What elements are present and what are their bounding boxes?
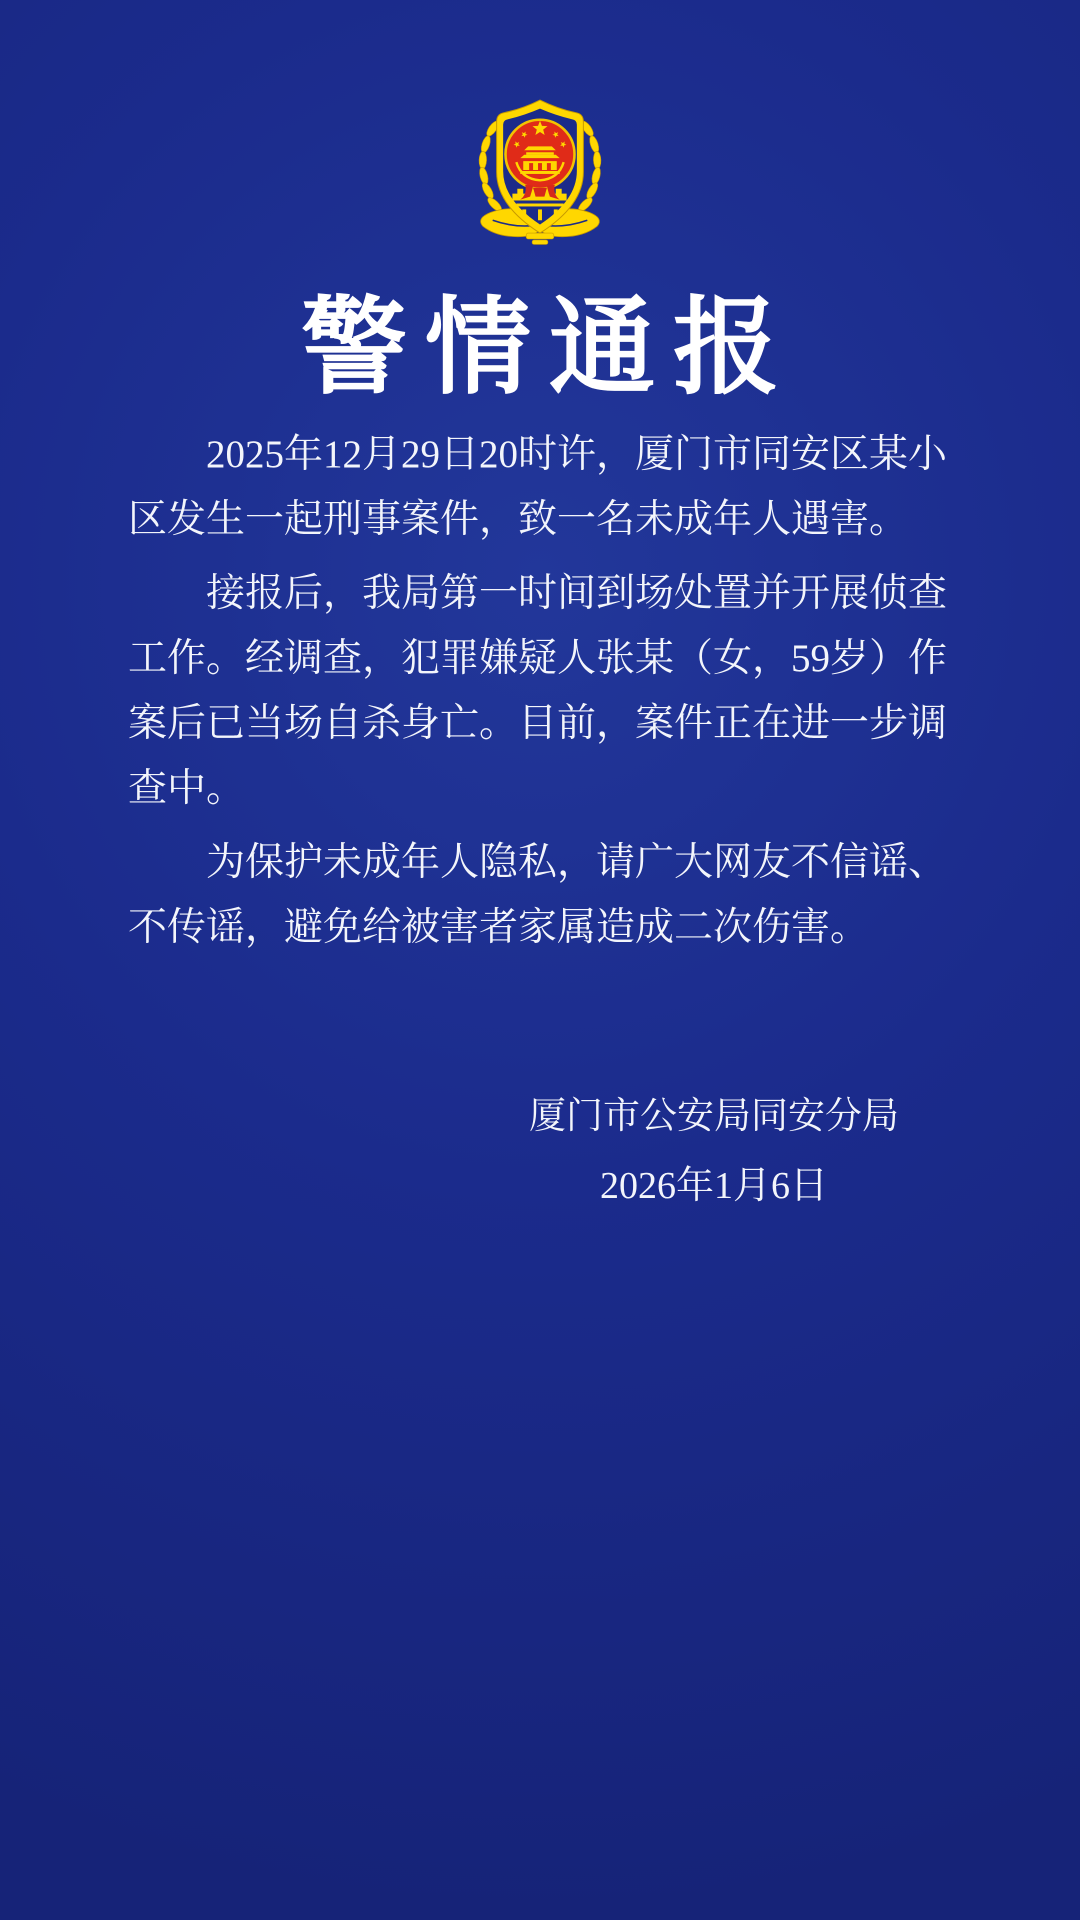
notice-line: 区发生一起刑事案件，致一名未成年人遇害。: [128, 498, 909, 541]
notice-line: 为保护未成年人隐私，请广大网友不信谣、: [206, 841, 948, 884]
issue-date: 2026年1月6日: [599, 1165, 828, 1207]
police-badge-icon: [471, 94, 609, 246]
notice-paragraph: [128, 830, 958, 960]
notice-paragraph: [128, 561, 958, 821]
signature-block: [520, 1094, 908, 1208]
notice-line: 不传谣，避免给被害者家属造成二次伤害。: [128, 906, 870, 949]
issuing-authority: 厦门市公安局同安分局: [529, 1096, 899, 1137]
notice-body: [128, 422, 958, 969]
notice-line: 接报后，我局第一时间到场处置并开展侦查: [206, 572, 948, 615]
notice-line: 查中。: [128, 767, 246, 810]
notice-paragraph: [128, 422, 958, 552]
notice-line: 2025年12月29日20时许，厦门市同安区某小: [206, 433, 948, 476]
notice-line: 工作。经调查，犯罪嫌疑人张某（女，59岁）作: [128, 637, 948, 680]
notice-title: 警情通报: [301, 290, 797, 407]
notice-line: 案后已当场自杀身亡。目前，案件正在进一步调: [128, 702, 948, 745]
